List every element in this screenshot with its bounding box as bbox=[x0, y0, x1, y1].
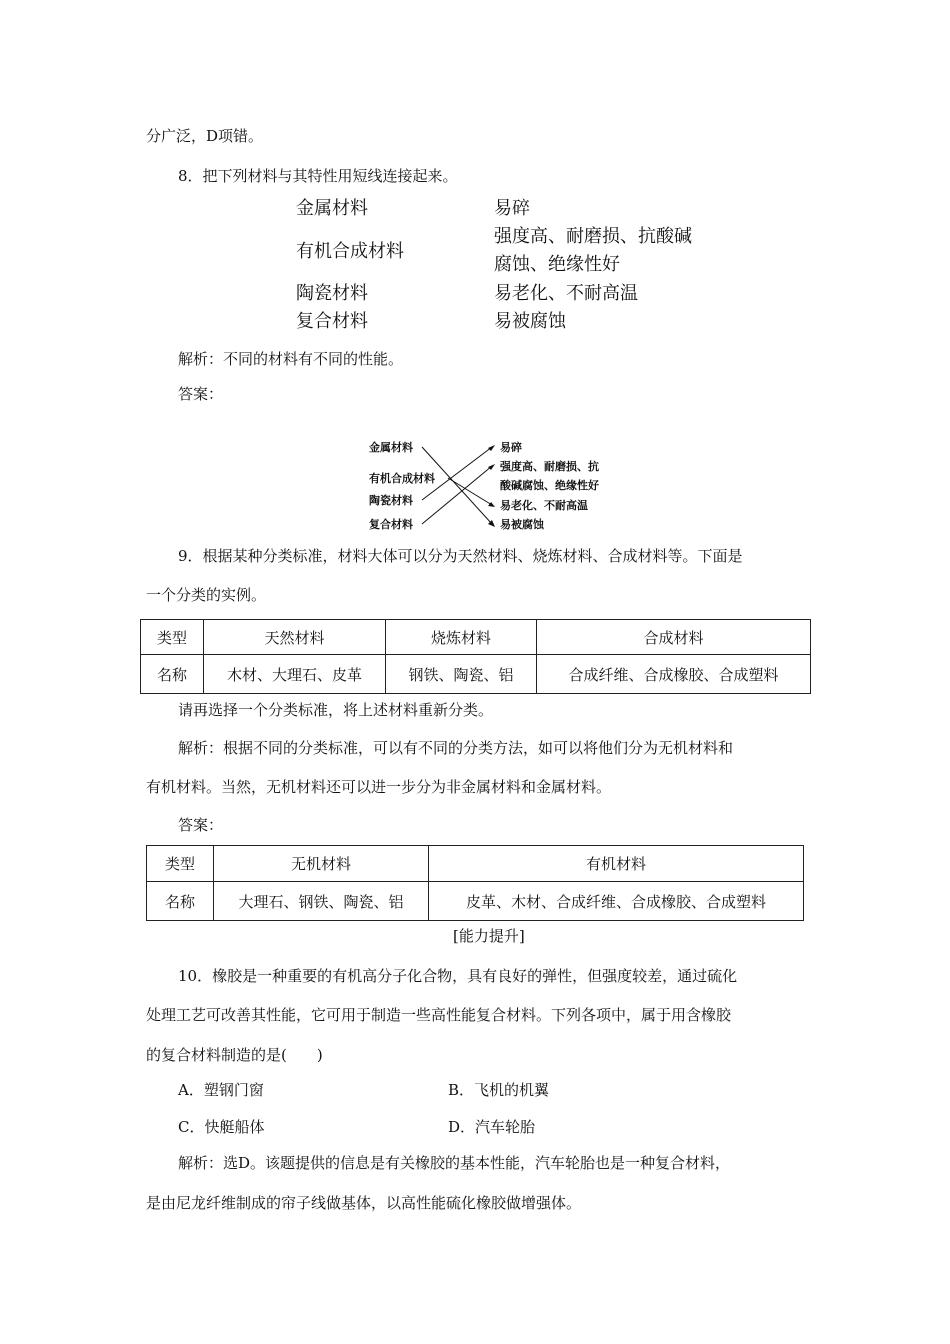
q8-left-item: 有机合成材料 bbox=[296, 241, 404, 262]
q8-answer-label: 答案： bbox=[178, 385, 224, 403]
match-line bbox=[422, 447, 492, 524]
q10-analysis-line1: 解析：选D。该题提供的信息是有关橡胶的基本性能，汽车轮胎也是一种复合材料， bbox=[178, 1154, 731, 1172]
diagram-left-label: 复合材料 bbox=[369, 518, 413, 531]
q10-analysis-line2: 是由尼龙纤维制成的帘子线做基体，以高性能硫化橡胶做增强体。 bbox=[146, 1194, 582, 1212]
q8-left-item: 金属材料 bbox=[296, 198, 368, 219]
q9-stem-line1: 9．根据某种分类标准，材料大体可以分为天然材料、烧炼材料、合成材料等。下面是 bbox=[178, 547, 743, 565]
diagram-left-label: 有机合成材料 bbox=[369, 472, 435, 485]
table-cell: 合成材料 bbox=[537, 620, 811, 655]
diagram-right-label: 易被腐蚀 bbox=[500, 518, 544, 531]
q9-table-example bbox=[140, 619, 811, 694]
q9-table-answer bbox=[146, 845, 804, 921]
table-cell: 名称 bbox=[141, 655, 204, 694]
table-cell: 烧炼材料 bbox=[386, 620, 537, 655]
q10-option-c: C．快艇船体 bbox=[178, 1118, 265, 1136]
q8-right-item: 易碎 bbox=[494, 198, 530, 219]
q10-stem-line1: 10．橡胶是一种重要的有机高分子化合物，具有良好的弹性，但强度较差，通过硫化 bbox=[178, 967, 738, 985]
section-title: [能力提升] bbox=[453, 927, 525, 945]
q10-option-b: B．飞机的机翼 bbox=[448, 1081, 550, 1099]
table-cell: 类型 bbox=[147, 846, 214, 882]
q8-analysis: 解析：不同的材料有不同的性能。 bbox=[178, 350, 404, 368]
q8-stem: 8．把下列材料与其特性用短线连接起来。 bbox=[178, 167, 458, 185]
q9-answer-label: 答案： bbox=[178, 816, 224, 834]
q9-prompt: 请再选择一个分类标准，将上述材料重新分类。 bbox=[178, 701, 494, 719]
q8-right-item: 强度高、耐磨损、抗酸碱 bbox=[494, 226, 692, 247]
table-cell: 有机材料 bbox=[429, 846, 804, 882]
q8-left-item: 陶瓷材料 bbox=[296, 283, 368, 304]
table-cell: 无机材料 bbox=[214, 846, 429, 882]
diagram-right-label: 易碎 bbox=[500, 441, 522, 454]
intro-line: 分广泛，D项错。 bbox=[146, 127, 264, 145]
matching-diagram bbox=[360, 436, 620, 536]
table-cell: 钢铁、陶瓷、铝 bbox=[386, 655, 537, 694]
q10-option-d: D．汽车轮胎 bbox=[448, 1118, 536, 1136]
q10-stem-line3: 的复合材料制造的是( ) bbox=[146, 1046, 323, 1064]
q8-right-item: 易老化、不耐高温 bbox=[494, 283, 638, 304]
q9-analysis-line2: 有机材料。当然，无机材料还可以进一步分为非金属材料和金属材料。 bbox=[146, 778, 612, 796]
diagram-right-label: 强度高、耐磨损、抗 bbox=[500, 460, 599, 473]
match-arrowhead bbox=[488, 464, 495, 470]
diagram-left-label: 金属材料 bbox=[369, 441, 413, 454]
table-cell: 类型 bbox=[141, 620, 204, 655]
match-line bbox=[448, 478, 492, 505]
table-cell: 皮革、木材、合成纤维、合成橡胶、合成塑料 bbox=[429, 882, 804, 921]
table-cell: 合成纤维、合成橡胶、合成塑料 bbox=[537, 655, 811, 694]
match-arrowhead bbox=[488, 445, 495, 451]
q8-right-item: 易被腐蚀 bbox=[494, 311, 566, 332]
table-cell: 名称 bbox=[147, 882, 214, 921]
q9-stem-line2: 一个分类的实例。 bbox=[146, 586, 267, 604]
diagram-right-label: 酸碱腐蚀、绝缘性好 bbox=[500, 479, 599, 492]
q10-stem-line2: 处理工艺可改善其性能，它可用于制造一些高性能复合材料。下列各项中，属于用含橡胶 bbox=[146, 1006, 732, 1024]
table-cell: 大理石、钢铁、陶瓷、铝 bbox=[214, 882, 429, 921]
diagram-right-label: 易老化、不耐高温 bbox=[500, 499, 588, 512]
q8-left-item: 复合材料 bbox=[296, 311, 368, 332]
q8-right-item: 腐蚀、绝缘性好 bbox=[494, 254, 620, 275]
diagram-left-label: 陶瓷材料 bbox=[369, 494, 413, 507]
table-cell: 木材、大理石、皮革 bbox=[204, 655, 386, 694]
table-cell: 天然材料 bbox=[204, 620, 386, 655]
q10-option-a: A．塑钢门窗 bbox=[178, 1081, 264, 1099]
q9-analysis-line1: 解析：根据不同的分类标准，可以有不同的分类方法，如可以将他们分为无机材料和 bbox=[178, 739, 734, 757]
